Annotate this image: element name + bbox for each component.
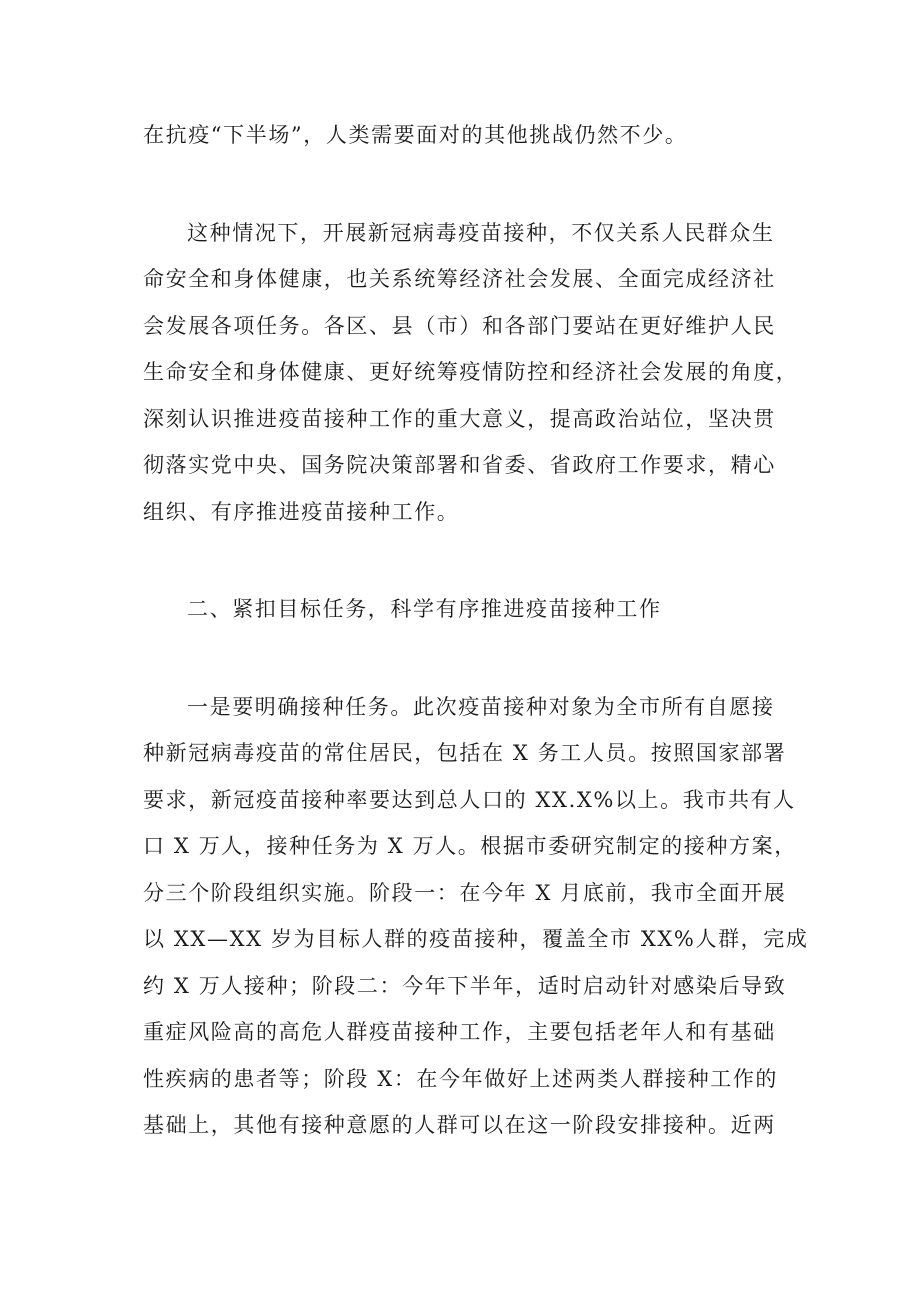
text-line: 深刻认识推进疫苗接种工作的重大意义，提高政治站位，坚决贯 [143, 407, 776, 431]
text-line: 会发展各项任务。各区、县（市）和各部门要站在更好维护人民 [143, 314, 776, 338]
text-line: 种新冠病毒疫苗的常住居民，包括在 X 务工人员。按照国家部署 [143, 741, 787, 765]
text-line: 要求，新冠疫苗接种率要达到总人口的 XX.X%以上。我市共有人 [143, 788, 796, 812]
text-line: 这种情况下，开展新冠病毒疫苗接种，不仅关系人民群众生 [187, 221, 775, 245]
text-line: 以 XX—XX 岁为目标人群的疫苗接种，覆盖全市 XX%人群，完成 [143, 927, 809, 951]
text-line: 性疾病的患者等；阶段 X：在今年做好上述两类人群接种工作的 [143, 1067, 779, 1091]
section-heading: 二、紧扣目标任务，科学有序推进疫苗接种工作 [187, 597, 662, 621]
text-line: 约 X 万人接种；阶段二：今年下半年，适时启动针对感染后导致 [143, 974, 787, 998]
text-line: 一是要明确接种任务。此次疫苗接种对象为全市所有自愿接 [187, 695, 775, 719]
text-line: 彻落实党中央、国务院决策部署和省委、省政府工作要求，精心 [143, 453, 776, 477]
text-line: 分三个阶段组织实施。阶段一：在今年 X 月底前，我市全面开展 [143, 881, 787, 905]
text-line: 组织、有序推进疫苗接种工作。 [143, 500, 460, 524]
text-line: 命安全和身体健康，也关系统筹经济社会发展、全面完成经济社 [143, 267, 776, 291]
text-line: 在抗疫“下半场”，人类需要面对的其他挑战仍然不少。 [143, 123, 688, 147]
text-line: 重症风险高的高危人群疫苗接种工作，主要包括老年人和有基础 [143, 1020, 776, 1044]
text-line: 生命安全和身体健康、更好统筹疫情防控和经济社会发展的角度， [143, 360, 799, 384]
text-line: 基础上，其他有接种意愿的人群可以在这一阶段安排接种。近两 [143, 1113, 776, 1137]
text-line: 口 X 万人，接种任务为 X 万人。根据市委研究制定的接种方案， [143, 834, 797, 858]
